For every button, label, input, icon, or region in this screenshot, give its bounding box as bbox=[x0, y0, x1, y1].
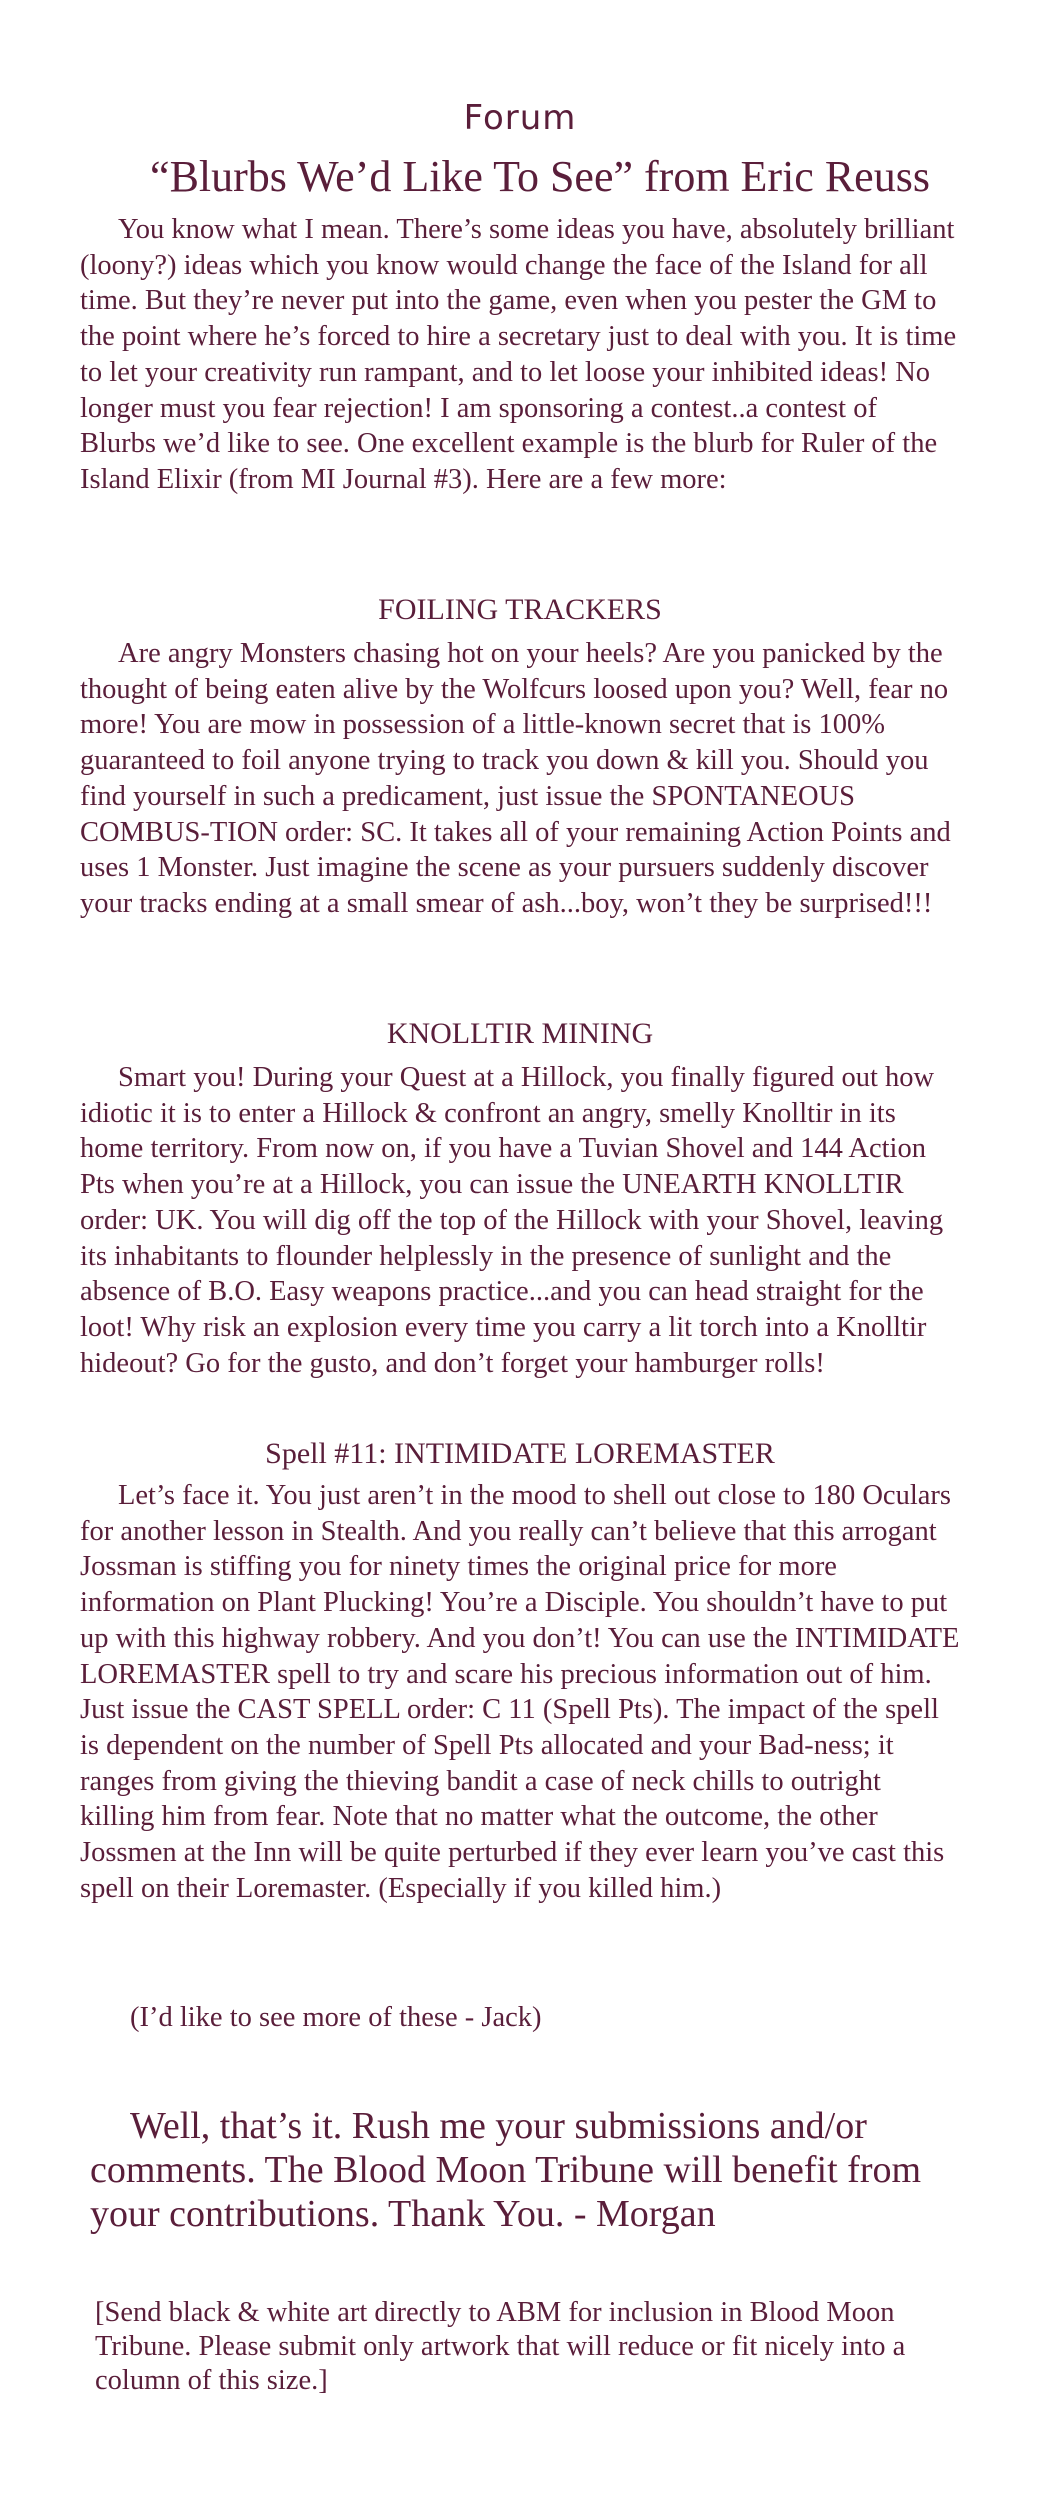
editor-note: (I’d like to see more of these - Jack) bbox=[130, 2002, 542, 2033]
foiling-trackers-section bbox=[80, 636, 960, 922]
closing-section bbox=[90, 2104, 990, 2236]
forum-header: Forum bbox=[463, 98, 577, 138]
intro-paragraph: You know what I mean. There’s some ideas you have, absolutely brilliant (loony?) ideas which you know would change the face of the Island for all time. But they’re never put into the game, even when you pester the GM to the point where he’s forced to hire a secretary just to deal with you. It is time to let your creativity run rampant, and to let loose your inhibited ideas! No longer must you fear rejection! I am sponsoring a contest..a contest of Blurbs we’d like to see. One excellent example is the blurb for Ruler of the Island Elixir (from MI Journal #3). Here are a few more: bbox=[80, 214, 957, 495]
submission-note-section bbox=[95, 2296, 975, 2398]
spell-11-paragraph: Let’s face it. You just aren’t in the mood to shell out close to 180 Oculars for another lesson in Stealth. And you really can’t believe that this arrogant Jossman is stiffing you for ninety times the original price for more information on Plant Plucking! You’re a Disciple. You shouldn’t have to put up with this highway robbery. And you don’t! You can use the INTIMIDATE LOREMASTER spell to try and scare his precious information out of him. Just issue the CAST SPELL order: C 11 (Spell Pts). The impact of the spell is dependent on the number of Spell Pts allocated and your Bad-ness; it ranges from giving the thieving bandit a case of neck chills to outright killing him from fear. Note that no matter what the outcome, the other Jossmen at the Inn will be quite perturbed if they ever learn you’ve cast this spell on their Loremaster. (Especially if you killed him.) bbox=[80, 1480, 960, 1904]
foiling-trackers-paragraph: Are angry Monsters chasing hot on your heels? Are you panicked by the thought of being eaten alive by the Wolfcurs loosed upon you? Well, fear no more! You are mow in possession of a little-known secret that is 100% guaranteed to foil anyone trying to track you down & kill you. Should you find yourself in such a predicament, just issue the SPONTANEOUS COMBUS-TION order: SC. It takes all of your remaining Action Points and uses 1 Monster. Just imagine the scene as your pursuers suddenly discover your tracks ending at a small smear of ash...boy, won’t they be surprised!!! bbox=[80, 638, 951, 919]
section-heading-spell-11: Spell #11: INTIMIDATE LOREMASTER bbox=[265, 1437, 775, 1470]
knolltir-mining-section bbox=[80, 1060, 960, 1381]
section-heading-knolltir-mining: KNOLLTIR MINING bbox=[386, 1017, 654, 1050]
submission-note: [Send black & white art directly to ABM for inclusion in Blood Moon Tribune. Please submit only artwork that will reduce or fit nicely into a column of this size.] bbox=[95, 2297, 906, 2396]
spell-11-section bbox=[80, 1478, 960, 1906]
intro-section bbox=[80, 212, 960, 498]
section-heading-foiling-trackers: FOILING TRACKERS bbox=[378, 593, 662, 626]
knolltir-mining-paragraph: Smart you! During your Quest at a Hillock, you finally figured out how idiotic it is to enter a Hillock & confront an angry, smelly Knolltir in its home territory. From now on, if you have a Tuvian Shovel and 144 Action Pts when you’re at a Hillock, you can issue the UNEARTH KNOLLTIR order: UK. You will dig off the top of the Hillock with your Shovel, leaving its inhabitants to flounder helplessly in the presence of sunlight and the absence of B.O. Easy weapons practice...and you can head straight for the loot! Why risk an explosion every time you carry a lit torch into a Knolltir hideout? Go for the gusto, and don’t forget your hamburger rolls! bbox=[80, 1062, 944, 1379]
article-title: “Blurbs We’d Like To See” from Eric Reuss bbox=[150, 152, 930, 201]
closing-paragraph: Well, that’s it. Rush me your submissions and/or comments. The Blood Moon Tribune will benefit from your contributions. Thank You. - Morgan bbox=[90, 2105, 922, 2235]
